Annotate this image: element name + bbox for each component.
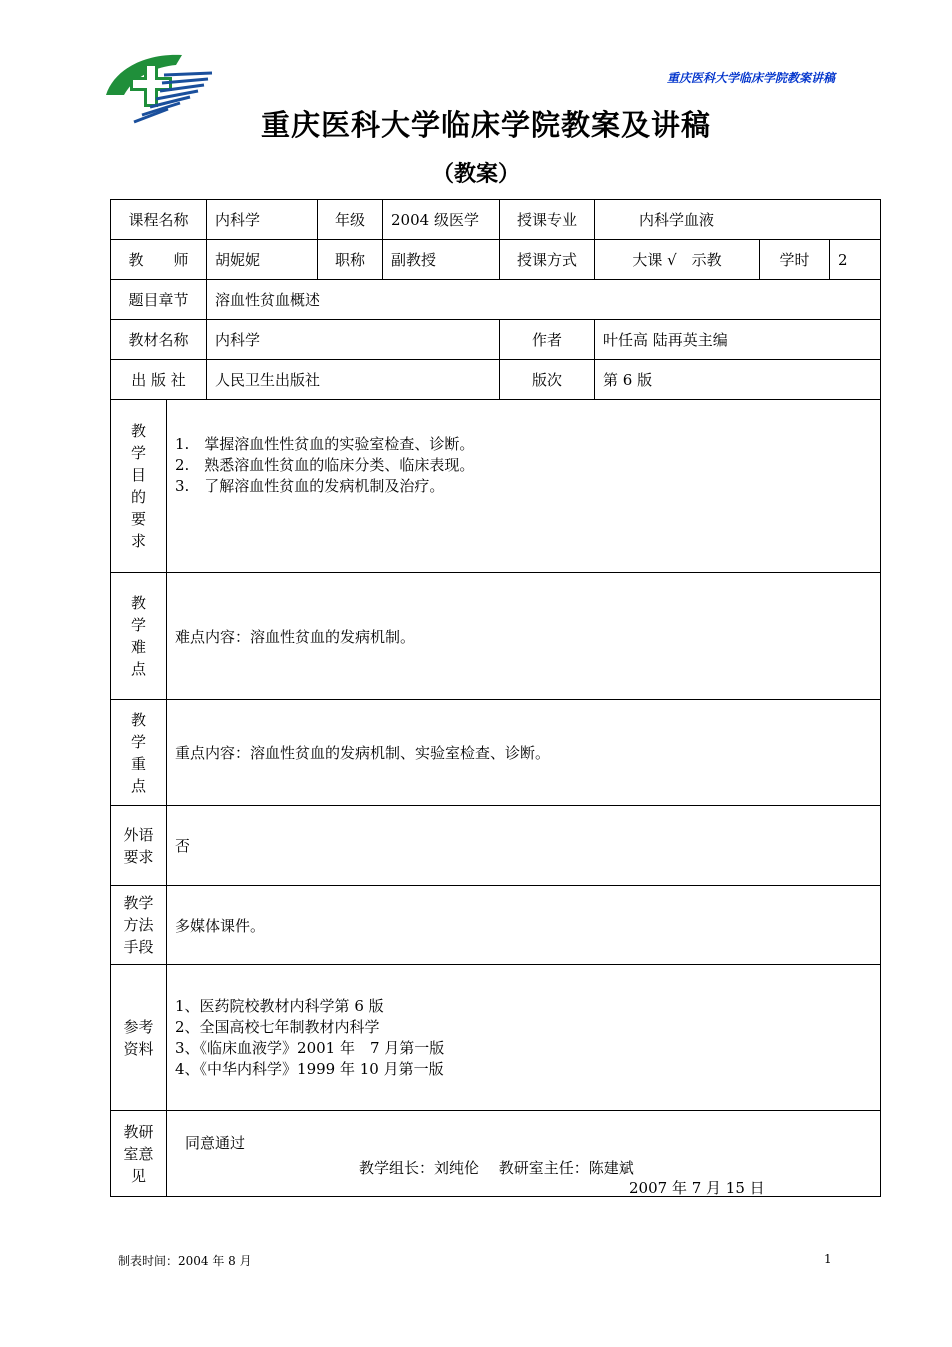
lesson-plan-table — [110, 199, 881, 1197]
review-content — [167, 1111, 881, 1197]
major-label: 授课专业 — [500, 200, 595, 240]
edition-label: 版次 — [500, 360, 595, 400]
reference-item: 1、医药院校教材内科学第 6 版 — [175, 996, 384, 1015]
objectives-label: 教 学 目 的 要 求 — [111, 400, 167, 573]
teaching-means-content: 多媒体课件。 — [167, 886, 881, 965]
page-number: 1 — [824, 1252, 832, 1266]
grade-label: 年级 — [318, 200, 383, 240]
keypoints-label: 教 学 重 点 — [111, 700, 167, 806]
publisher-label: 出 版 社 — [111, 360, 207, 400]
chapter-label: 题目章节 — [111, 280, 207, 320]
rank-label: 职称 — [318, 240, 383, 280]
grade-value: 2004 级医学 — [383, 200, 500, 240]
teacher-value: 胡妮妮 — [207, 240, 318, 280]
objective-item: 1. 掌握溶血性性贫血的实验室检查、诊断。 — [175, 434, 475, 453]
reference-item: 4、《中华内科学》1999 年 10 月第一版 — [175, 1059, 444, 1078]
method-value: 大课 √ 示教 — [595, 240, 760, 280]
review-approve: 同意通过 — [185, 1133, 246, 1152]
objective-item: 3. 了解溶血性贫血的发病机制及治疗。 — [175, 476, 445, 495]
author-value: 叶任高 陆再英主编 — [595, 320, 881, 360]
references-label: 参考 资料 — [111, 965, 167, 1111]
course-label: 课程名称 — [111, 200, 207, 240]
review-signers: 教学组长：刘纯伦 教研室主任：陈建斌 — [359, 1158, 634, 1177]
textbook-value: 内科学 — [207, 320, 500, 360]
method-label: 授课方式 — [500, 240, 595, 280]
textbook-label: 教材名称 — [111, 320, 207, 360]
teacher-label: 教 师 — [111, 240, 207, 280]
teaching-means-label: 教学 方法 手段 — [111, 886, 167, 965]
references-content — [167, 965, 881, 1111]
rank-value: 副教授 — [383, 240, 500, 280]
footer-made-time: 制表时间：2004 年 8 月 — [118, 1254, 252, 1268]
header-note: 重庆医科大学临床学院教案讲稿 — [666, 71, 835, 85]
keypoints-content: 重点内容：溶血性贫血的发病机制、实验室检查、诊断。 — [167, 700, 881, 806]
course-value: 内科学 — [207, 200, 318, 240]
foreign-language-content: 否 — [167, 806, 881, 886]
difficulty-content: 难点内容：溶血性贫血的发病机制。 — [167, 573, 881, 700]
page-title: 重庆医科大学临床学院教案及讲稿 — [260, 108, 711, 142]
objectives-content — [167, 400, 881, 573]
review-label: 教研 室意 见 — [111, 1111, 167, 1197]
edition-value: 第 6 版 — [595, 360, 881, 400]
objective-item: 2. 熟悉溶血性贫血的临床分类、临床表现。 — [175, 455, 475, 474]
reference-item: 2、全国高校七年制教材内科学 — [175, 1017, 380, 1036]
review-date: 2007 年 7 月 15 日 — [629, 1178, 765, 1197]
hours-value: 2 — [830, 240, 881, 280]
page-subtitle: （教案） — [431, 162, 520, 187]
major-value: 内科学血液 — [595, 200, 881, 240]
hours-label: 学时 — [760, 240, 830, 280]
foreign-language-label: 外语 要求 — [111, 806, 167, 886]
author-label: 作者 — [500, 320, 595, 360]
difficulty-label: 教 学 难 点 — [111, 573, 167, 700]
reference-item: 3、《临床血液学》2001 年 7 月第一版 — [175, 1038, 445, 1057]
chapter-value: 溶血性贫血概述 — [207, 280, 881, 320]
publisher-value: 人民卫生出版社 — [207, 360, 500, 400]
